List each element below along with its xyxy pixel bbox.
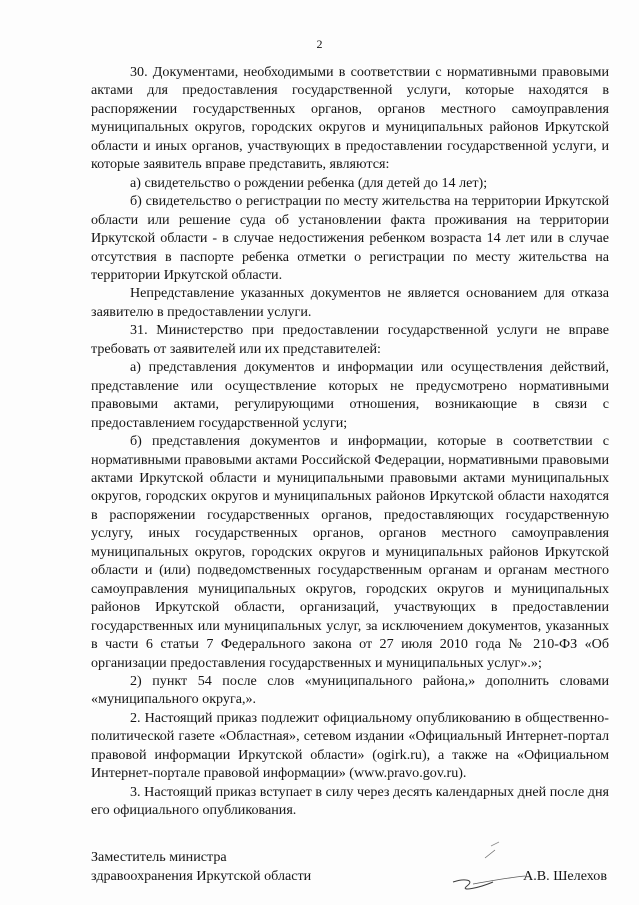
paragraph-effective-date: 3. Настоящий приказ вступает в силу через десять календарных дней после дня его официального опубликования. [91,783,609,819]
paragraph-publication: 2. Настоящий приказ подлежит официальному опубликованию в общественно-политической газете «Областная», сетевом издании «Официальный Интернет-портал правовой информации Иркутской области» (ogirk.ru), а также на «Официальном Интернет-портале правовой информации» (www.pravo.gov.ru). [91,709,609,782]
paragraph-30-b: б) свидетельство о регистрации по месту жительства на территории Иркутской области или решение суда об установлении факта проживания на территории Иркутской области - в случае недостижения ребенком возраста 14 лет или в случае отсутствия в паспорте ребенка отметки о регистрации по месту жительства на территории Иркутской области. [91,193,609,283]
paragraph-31-b: б) представления документов и информации, которые в соответствии с нормативными правовыми актами Российской Федерации, нормативными правовыми актами Иркутской области и муниципальными правовыми актами муниципальных округов, городских округов и муниципальных районов Иркутской области находятся в распоряжении государственных органов, предоставляющих государственную услугу, иных государственных органов, органов местного самоуправления муниципальных округов, городских округов и муниципальных районов Иркутской области и (или) подведомственных государственным органам и органам местного самоуправления муниципальных округов, городских округов и муниципальных районов Иркутской области, организаций, участвующих в предоставлении государственных или муниципальных услуг, за исключением документов, указанных в части 6 статьи 7 Федерального закона от 27 июля 2010 года № 210-ФЗ «Об организации предоставления государственных и муниципальных услуг».»; [91,433,609,671]
paragraph-30-a: а) свидетельство о рождении ребенка (для детей до 14 лет); [130,174,488,191]
paragraph-non-submission: Непредставление указанных документов не является основанием для отказа заявителю в предоставлении услуги. [91,285,609,320]
page-number: 2 [316,37,323,51]
document-body [91,63,609,820]
paragraph-31: 31. Министерство при предоставлении государственной услуги не вправе требовать от заявителей или их представителей: [91,322,609,357]
signatory-title-line-2: здравоохранения Иркутской области [91,867,312,884]
paragraph-30: 30. Документами, необходимыми в соответствии с нормативными правовыми актами для предоставления государственной услуги, которые находятся в распоряжении государственных органов, органов местного самоуправления муниципальных округов, городских округов и муниципальных районов Иркутской области и иных органов, участвующих в предоставлении государственной услуги, и которые заявитель вправе представить, являются: [91,64,609,173]
paragraph-31-a: а) представления документов и информации или осуществления действий, представление или осуществление которых не предусмотрено нормативными правовыми актами, регулирующими отношения, возникающие в связи с предоставлением государственной услуги; [91,359,609,431]
signatory-title-line-1: Заместитель министра [91,849,227,865]
signature-block [91,848,609,885]
signatory-name: А.В. Шелехов [523,867,607,884]
paragraph-item-2-point-54: 2) пункт 54 после слов «муниципального района,» дополнить словами «муниципального округа,». [91,672,609,708]
